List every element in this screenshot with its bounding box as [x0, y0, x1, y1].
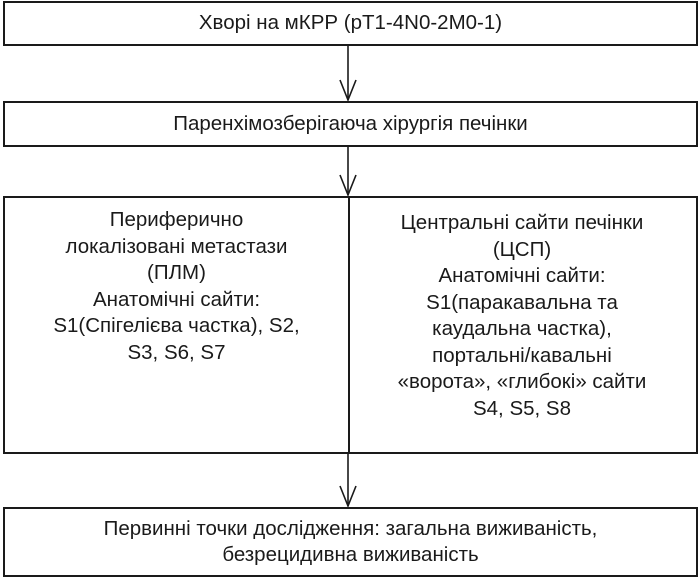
node-patients-text: Хворі на мКРР (pT1-4N0-2M0-1): [198, 11, 503, 35]
node-endpoints: [3, 507, 698, 577]
arrow-surgery-to-sites: [340, 147, 356, 195]
node-surgery: [3, 101, 698, 147]
central-line: S4, S5, S8: [472, 396, 571, 420]
peripheral-line: S1(Спігелієва частка), S2,: [53, 314, 300, 337]
node-central: [348, 198, 696, 452]
node-surgery-text: Паренхімозберігаюча хірургія печінки: [173, 111, 528, 135]
peripheral-line: Периферично: [109, 208, 244, 231]
central-line: «ворота», «глибокі» сайти: [397, 370, 647, 393]
endpoints-line: Первинні точки дослідження: загальна виживаність,: [103, 516, 598, 540]
arrow-patients-to-surgery: [340, 46, 356, 100]
node-patients: [3, 1, 698, 46]
central-line: Анатомічні сайти:: [438, 264, 606, 287]
node-split-box: [3, 196, 698, 454]
central-line: портальні/кавальні: [432, 343, 612, 367]
central-line: каудальна частка),: [432, 317, 612, 340]
central-line: Центральні сайти печінки: [400, 211, 644, 234]
peripheral-line: локалізовані метастази: [65, 234, 288, 258]
arrow-sites-to-endpoints: [340, 454, 356, 506]
endpoints-line: безрецидивна виживаність: [222, 543, 479, 566]
peripheral-line: (ПЛМ): [147, 261, 206, 284]
central-line: (ЦСП): [492, 237, 552, 261]
peripheral-line: Анатомічні сайти:: [92, 287, 261, 311]
peripheral-line: S3, S6, S7: [127, 340, 226, 364]
node-peripheral: [5, 198, 348, 452]
central-line: S1(паракавальна та: [426, 290, 618, 314]
